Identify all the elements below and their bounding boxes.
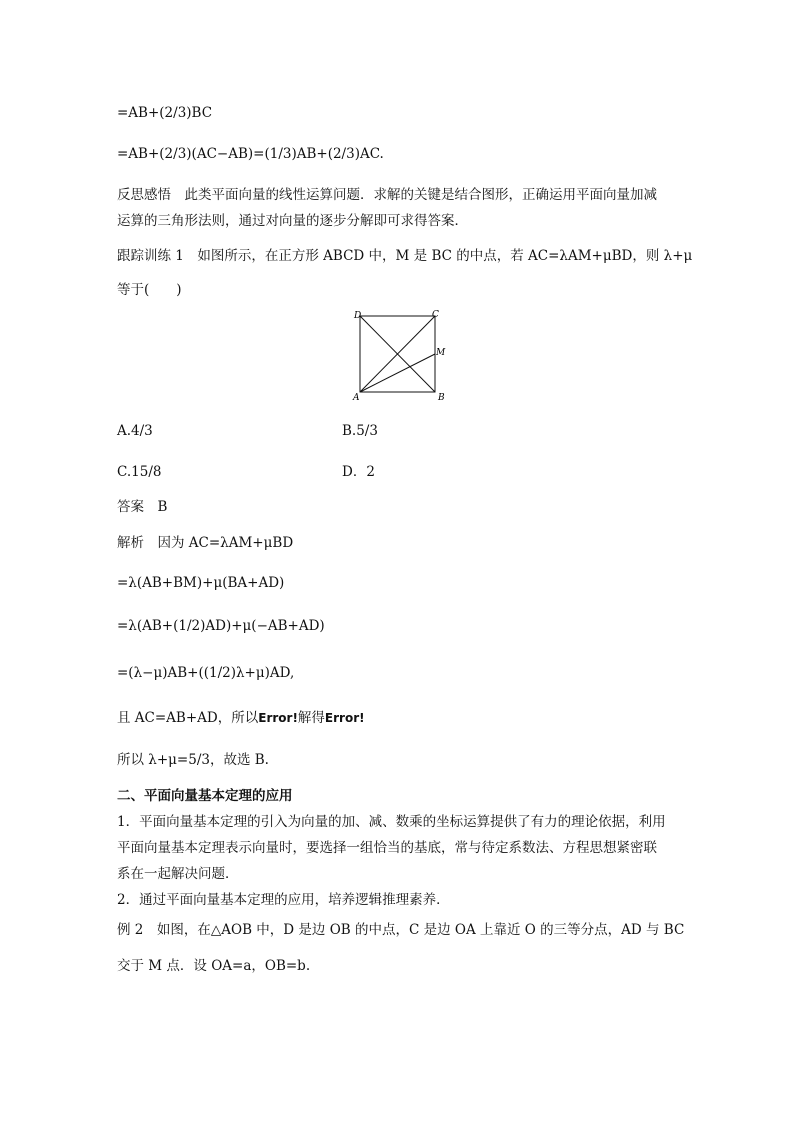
example-2-line-2: 交于 M 点．设 OA=a，OB=b. <box>117 958 311 974</box>
equation-line-2: =AB+(2/3)(AC−AB)=(1/3)AB+(2/3)AC. <box>117 146 384 162</box>
error-marker-2: Error! <box>324 711 365 725</box>
label-c: C <box>432 310 439 320</box>
analysis-line-2: =λ(AB+BM)+μ(BA+AD) <box>117 575 285 591</box>
segment-am <box>360 354 435 392</box>
analysis-line-6: 所以 λ+μ=5/3，故选 B. <box>117 752 269 768</box>
reflection-line-2: 运算的三角形法则，通过对向量的逐步分解即可求得答案． <box>117 213 468 229</box>
option-d: D．2 <box>342 464 375 480</box>
option-a: A.4/3 <box>117 423 153 439</box>
exercise-question-line-2: 等于( ) <box>117 282 182 298</box>
analysis-line-1: 解析 因为 AC=λAM+μBD <box>117 535 294 551</box>
section-heading: 二、平面向量基本定理的应用 <box>117 788 293 804</box>
equation-line-1: =AB+(2/3)BC <box>117 105 213 121</box>
label-b: B <box>438 393 445 402</box>
reflection-line-1: 反思感悟 此类平面向量的线性运算问题．求解的关键是结合图形，正确运用平面向量加减 <box>117 187 657 203</box>
point-1-line-3: 系在一起解决问题． <box>117 866 239 882</box>
label-d: D <box>354 311 362 321</box>
example-2-line-1: 例 2 如图，在△AOB 中，D 是边 OB 的中点，C 是边 OA 上靠近 O 的三等分点，AD 与 BC <box>117 922 685 938</box>
square-figure <box>352 306 448 402</box>
label-a: A <box>353 393 360 402</box>
analysis-line-4: =(λ−μ)AB+((1/2)λ+μ)AD, <box>117 665 295 681</box>
analysis-line-5 <box>117 709 365 727</box>
point-2-line: 2．通过平面向量基本定理的应用，培养逻辑推理素养． <box>117 892 450 908</box>
analysis-line-3: =λ(AB+(1/2)AD)+μ(−AB+AD) <box>117 618 325 634</box>
point-1-line-1: 1．平面向量基本定理的引入为向量的加、减、数乘的坐标运算提供了有力的理论依据，利用 <box>117 814 666 830</box>
analysis-line-5-text: 且 AC=AB+AD，所以 <box>117 710 259 726</box>
answer-line: 答案 B <box>117 499 168 515</box>
point-1-line-2: 平面向量基本定理表示向量时，要选择一组恰当的基底，常与待定系数法、方程思想紧密联 <box>117 840 657 856</box>
analysis-line-5-solve: 解得 <box>297 710 325 726</box>
option-c: C.15/8 <box>117 464 162 480</box>
option-b: B.5/3 <box>342 423 378 439</box>
exercise-question-line-1: 跟踪训练 1 如图所示，在正方形 ABCD 中，M 是 BC 的中点，若 AC=λAM+μBD，则 λ+μ <box>117 248 693 264</box>
label-m: M <box>436 348 446 358</box>
error-marker-1: Error! <box>258 711 298 725</box>
